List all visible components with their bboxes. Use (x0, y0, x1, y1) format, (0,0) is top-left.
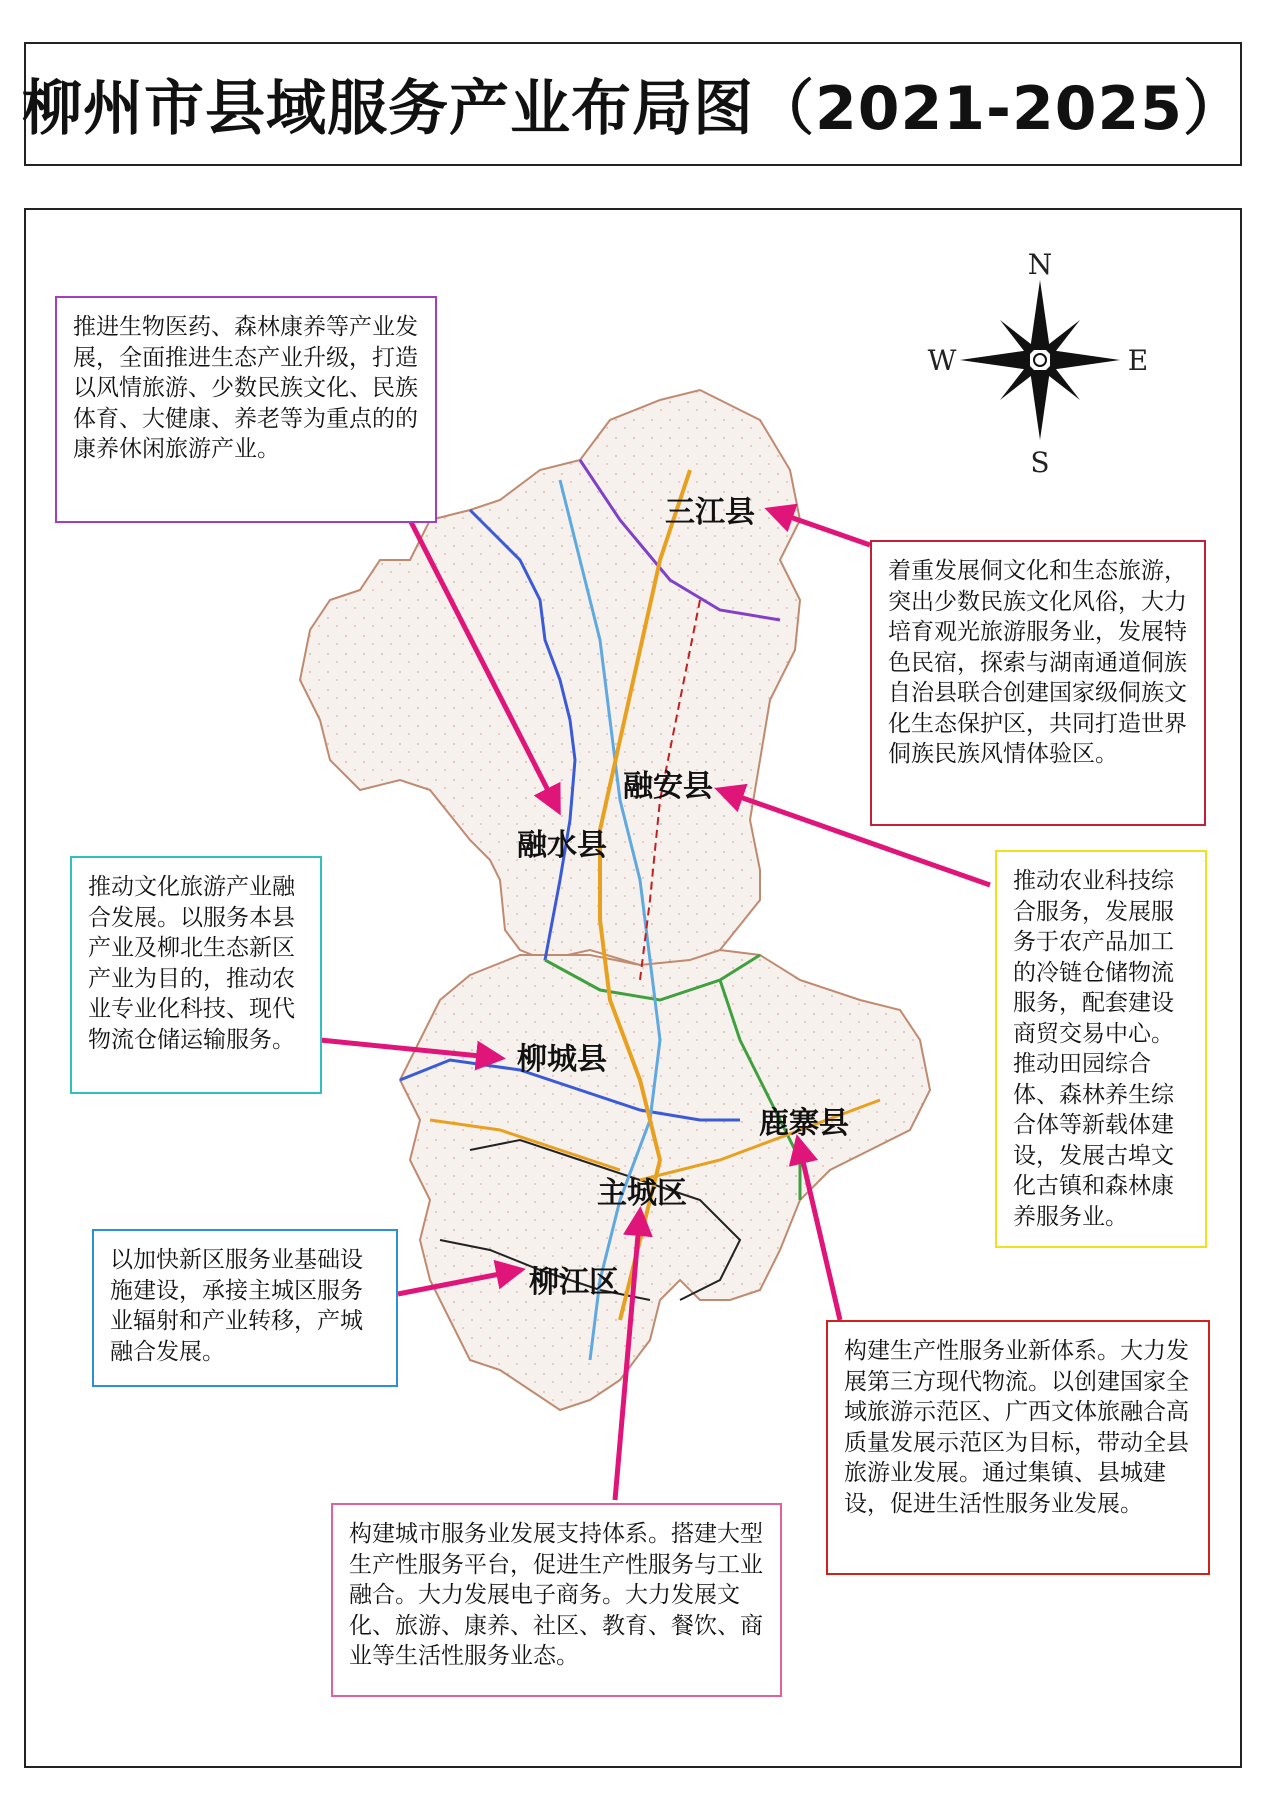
note-rongan-text: 推动农业科技综合服务，发展服务于农产品加工的冷链仓储物流服务，配套建设商贸交易中心。推动田园综合体、森林养生综合体等新载体建设，发展古埠文化古镇和森林康养服务业。 (1013, 868, 1174, 1230)
note-luzhai-text: 构建生产性服务业新体系。大力发展第三方现代物流。以创建国家全域旅游示范区、广西文体旅融合高质量发展示范区为目标，带动全县旅游业发展。通过集镇、县城建设，促进生活性服务业发展。 (844, 1338, 1189, 1517)
note-zhucheng-text: 构建城市服务业发展支持体系。搭建大型生产性服务平台，促进生产性服务与工业融合。大力发展电子商务。大力发展文化、旅游、康养、社区、教育、餐饮、商业等生活性服务业态。 (349, 1521, 763, 1669)
compass-w-label: W (927, 344, 957, 377)
compass-nw-point (1000, 320, 1036, 356)
note-liucheng-text: 推动文化旅游产业融合发展。以服务本县产业及柳北生态新区产业为目的，推动农业专业化科技、现代物流仓储运输服务。 (88, 874, 295, 1053)
compass-north-point (1030, 280, 1050, 350)
region-label-liujiang: 柳江区 (529, 1266, 619, 1299)
note-liujiang-text: 以加快新区服务业基础设施建设，承接主城区服务业辐射和产业转移，产城融合发展。 (110, 1247, 363, 1365)
compass-east-point (1050, 350, 1120, 370)
page-title: 柳州市县域服务产业布局图（2021-2025） (22, 74, 1244, 144)
note-sanjiang-text: 着重发展侗文化和生态旅游，突出少数民族文化风俗，大力培育观光旅游服务业，发展特色民宿，探索与湖南通道侗族自治县联合创建国家级侗族文化生态保护区，共同打造世界侗族民族风情体验区。 (888, 558, 1187, 767)
note-sanjiang (870, 540, 1206, 826)
compass-n-label: N (1027, 248, 1053, 281)
compass-e-label: E (1127, 344, 1149, 377)
note-liucheng (70, 856, 322, 1094)
compass-west-point (960, 350, 1030, 370)
region-label-zhucheng: 主城区 (597, 1177, 687, 1210)
compass-rose (928, 248, 1149, 479)
region-label-rongshui: 融水县 (517, 829, 607, 862)
note-rongan (995, 850, 1207, 1248)
note-luzhai (826, 1320, 1210, 1575)
region-label-liucheng: 柳城县 (517, 1043, 607, 1076)
compass-ne-point (1044, 320, 1080, 356)
note-rongshui (55, 296, 437, 523)
note-zhucheng (331, 1503, 782, 1697)
region-label-luzhai: 鹿寨县 (759, 1107, 849, 1140)
region-label-rongan: 融安县 (623, 770, 713, 803)
compass-s-label: S (1030, 446, 1050, 479)
compass-sw-point (1000, 364, 1036, 400)
note-liujiang (92, 1229, 398, 1387)
compass-se-point (1044, 364, 1080, 400)
note-rongshui-text: 推进生物医药、森林康养等产业发展，全面推进生态产业升级，打造以风情旅游、少数民族文化、民族体育、大健康、养老等为重点的的康养休闲旅游产业。 (73, 314, 418, 462)
compass-south-point (1030, 370, 1050, 440)
region-label-sanjiang: 三江县 (665, 496, 755, 529)
